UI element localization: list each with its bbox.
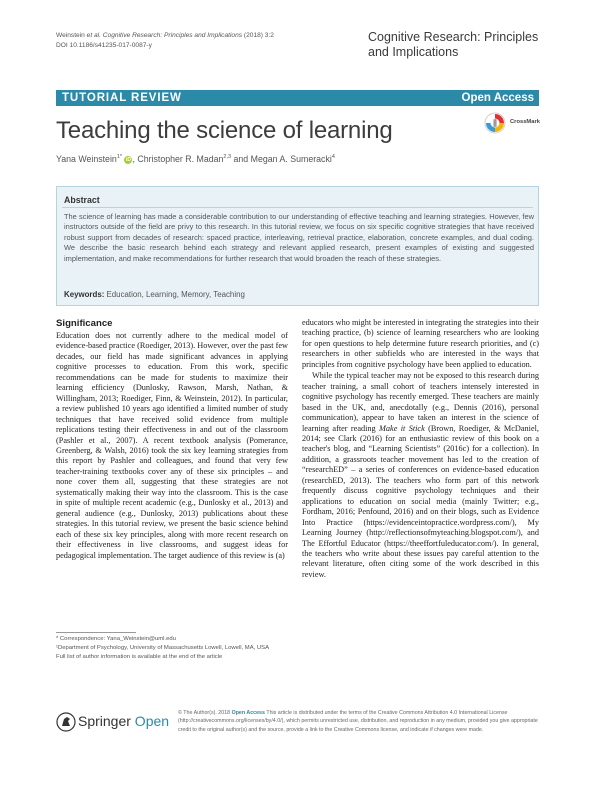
- article-type-banner: [56, 90, 539, 106]
- logo-springer: Springer: [78, 713, 131, 729]
- keywords-list: Education, Learning, Memory, Teaching: [104, 290, 245, 299]
- open-access-label: Open Access: [461, 92, 534, 104]
- license-text: This article is distributed under the terms of the Creative Commons Attribution 4.0 International License (http://creativecommons.org/licenses/by/4.0/), which permits unrestricted use, distribution, and reproduction in any medium, provided you give appropriate credit to the original author(s) and the source, provide a link to the Creative Commons license, and indicate if changes were made.: [178, 710, 538, 733]
- correspondence-email[interactable]: * Correspondence: Yana_Weinstein@uml.edu: [56, 636, 176, 642]
- orcid-icon[interactable]: iD: [125, 156, 131, 163]
- author-name[interactable]: , Christopher R. Madan: [132, 154, 224, 164]
- citation-line: [56, 31, 274, 41]
- body-paragraph: Education does not currently adhere to the medical model of evidence-based practice (Roediger, 2013). However, over the past few decades, our field has made significant advances in applying cognitive processes to education. From this work, specific recommendations can be made for students to maximize their learning efficiency (Dunlosky, Rawson, Marsh, Nathan, & Willingham, 2013; Roediger, Finn, & Weinstein, 2012). In particular, a review published 10 years ago identified a limited number of study techniques that have received solid evidence from multiple replications testing their effectiveness in and out of the classroom (Pashler et al., 2007). A recent textbook analysis (Pomerance, Greenberg, & Walsh, 2016) took the six key learning strategies from this report by Pashler and colleagues, and found that very few teacher-training textbooks cover any of these six principles – and none cover them all, suggesting that these strategies are not systematically making their way into the classroom. This is the case in spite of multiple recent academic (e.g., Dunlosky et al., 2013) and general audience (e.g., Dunlosky, 2013) publications about these strategies. In this tutorial review, we present the basic science behind each of these six key principles, along with more recent research on their effectiveness in live classrooms, and suggest ideas for pedagogical implementation. The target audience of this review is (a): [56, 331, 288, 560]
- abstract-divider: [62, 207, 533, 208]
- body-paragraph: [302, 371, 539, 580]
- affiliation-note: ¹Department of Psychology, University of Massachusetts Lowell, Lowell, MA, USA: [56, 645, 270, 652]
- footnotes: [56, 635, 288, 662]
- abstract-text: The science of learning has made a considerable contribution to our understanding of effective teaching and learning strategies. However, few instructors outside of the field are privy to this research. In this tutorial review, we focus on six specific cognitive strategies that have received robust support from decades of research: spaced practice, interleaving, retrieval practice, elaboration, concrete examples, and dual coding. We describe the basic research behind each strategy and relevant applied research, present examples of existing and suggested implementation, and make recommendations for further research that would broaden the reach of these strategies.: [64, 212, 534, 263]
- springer-logo-text: [78, 713, 169, 729]
- license-copyright: © The Author(s). 2018: [178, 710, 232, 716]
- article-type-label: TUTORIAL REVIEW: [62, 92, 182, 104]
- journal-name-line1: Cognitive Research: Principles: [368, 30, 539, 44]
- author-list: [56, 154, 335, 164]
- journal-name-line2: and Implications: [368, 45, 459, 59]
- article-title: Teaching the science of learning: [56, 117, 393, 144]
- citation-journal: Cognitive Research: Principles and Implications: [100, 32, 243, 39]
- crossmark-label: CrossMark: [510, 119, 540, 125]
- springer-open-logo: [56, 710, 170, 738]
- right-column: [302, 318, 539, 580]
- crossmark-icon: [484, 112, 506, 134]
- citation-year: (2018) 3:2: [242, 32, 274, 39]
- left-column: [56, 318, 288, 561]
- author-name[interactable]: Yana Weinstein: [56, 154, 117, 164]
- keywords-label: Keywords:: [64, 290, 105, 299]
- citation-header: [56, 31, 274, 50]
- body-paragraph: educators who might be interested in integrating the strategies into their teaching practice, (b) science of learning researchers who are looking for open questions to help determine future research priorities, and (c) researchers in other subfields who are interested in the ways that principles from cognitive psychology have been applied to education.: [302, 318, 539, 369]
- author-affiliation-mark: 2,3: [223, 154, 232, 161]
- license-statement: [178, 709, 540, 734]
- journal-name: [368, 30, 548, 60]
- paragraph-text: (Brown, Roediger, & McDaniel, 2014; see Clark (2016) for an enthusiastic review of this book on a teacher's blog, and “Learning Scientists” (2016c) for a collection). In addition, a grassroots teacher movement has led to the creation of “researchED” – a series of conferences on evidence-based education (researchED, 2013). The teachers who form part of this network frequently discuss cognitive psychology techniques and their applications to education on social media (mainly Twitter; e.g., Fordham, 2016; Penfound, 2016) and on their blogs, such as Evidence Into Practice (https://evidenceintopractice.wordpress.com/), My Learning Journey (http://reflectionsofmyteaching.blogspot.com/), and The Effortful Educator (https://theeffortfuleducator.com/). In general, the teachers who write about these issues pay careful attention to the relevant literature, often citing some of the work described in this review.: [302, 423, 539, 579]
- doi[interactable]: DOI 10.1186/s41235-017-0087-y: [56, 41, 152, 49]
- abstract-heading: Abstract: [64, 195, 100, 205]
- citation-authors: Weinstein: [56, 32, 87, 39]
- abstract-box: [56, 186, 539, 306]
- license-open-access: Open Access: [231, 710, 265, 716]
- section-heading: Significance: [56, 318, 113, 329]
- logo-open: Open: [130, 713, 170, 729]
- author-name[interactable]: and Megan A. Sumeracki: [231, 154, 332, 164]
- book-title: Make it Stick: [379, 423, 425, 433]
- author-affiliation-mark: 1*: [116, 154, 123, 161]
- springer-horse-icon: [56, 712, 76, 732]
- author-affiliation-mark: 4: [331, 154, 335, 161]
- paragraph-text: While the typical teacher may not be exposed to this research during teacher training, a small cohort of teachers intensely interested in cognitive psychology has recently emerged. These teachers are mainly based in the UK, and, anecdotally (e.g., Dennis (2016), personal communication), appear to have taken an interest in the science of learning after reading: [302, 371, 539, 433]
- keywords: [64, 290, 245, 299]
- author-info-note: Full list of author information is available at the end of the article: [56, 654, 223, 661]
- footnote-divider: [56, 632, 136, 633]
- crossmark-badge[interactable]: [484, 112, 544, 134]
- citation-etal: et al.: [86, 32, 101, 39]
